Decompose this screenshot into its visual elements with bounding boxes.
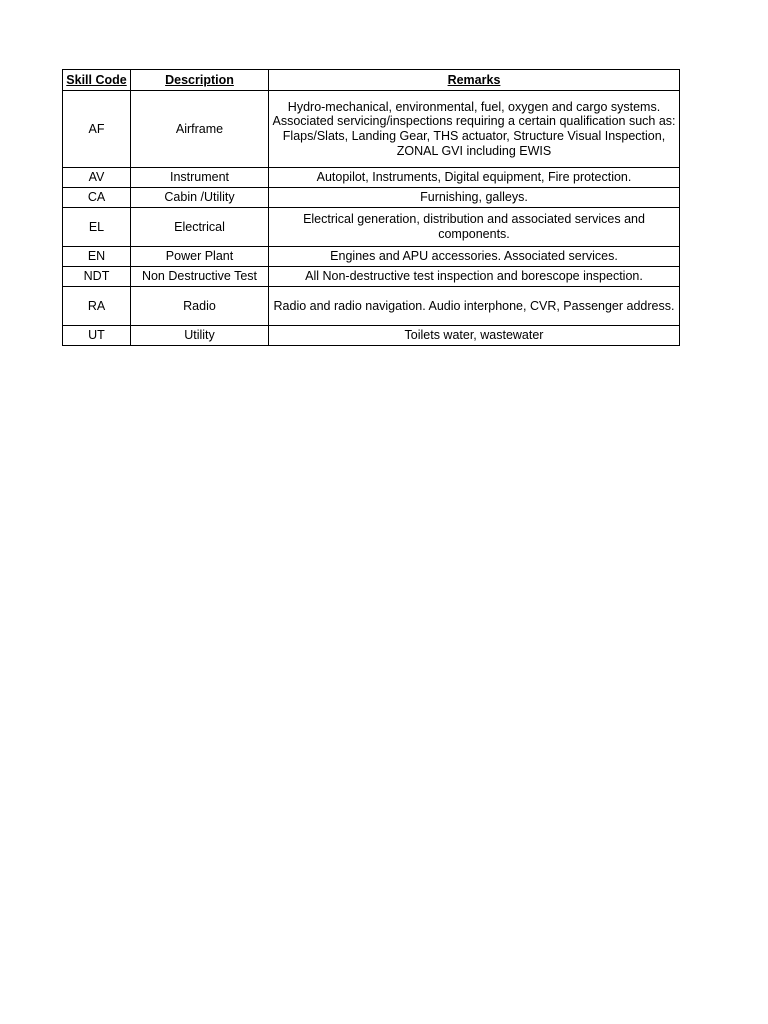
remarks-cell: Toilets water, wastewater [269,326,680,346]
skill-code-cell: UT [63,326,131,346]
description-cell: Airframe [131,91,269,168]
description-cell: Non Destructive Test [131,267,269,287]
table-row [63,168,680,188]
skill-code-cell: NDT [63,267,131,287]
description-cell: Instrument [131,168,269,188]
table-row [63,188,680,208]
skill-code-table [62,69,680,346]
skill-code-cell: EN [63,247,131,267]
table-row [63,208,680,247]
table-row [63,287,680,326]
table-row [63,326,680,346]
header-skill-code: Skill Code [63,70,131,91]
remarks-cell: Autopilot, Instruments, Digital equipment, Fire protection. [269,168,680,188]
skill-code-cell: RA [63,287,131,326]
description-cell: Electrical [131,208,269,247]
description-cell: Radio [131,287,269,326]
header-description: Description [131,70,269,91]
remarks-cell: Engines and APU accessories. Associated services. [269,247,680,267]
table-row [63,247,680,267]
remarks-cell: Electrical generation, distribution and associated services and components. [269,208,680,247]
skill-code-cell: CA [63,188,131,208]
table-row [63,267,680,287]
remarks-cell: Hydro-mechanical, environmental, fuel, oxygen and cargo systems. Associated servicing/inspections requiring a certain qualification such as: Flaps/Slats, Landing Gear, THS actuator, Structure Visual Inspection, ZONAL GVI including EWIS [269,91,680,168]
table-header-row [63,70,680,91]
skill-code-cell: AF [63,91,131,168]
remarks-cell: Furnishing, galleys. [269,188,680,208]
description-cell: Cabin /Utility [131,188,269,208]
remarks-cell: Radio and radio navigation. Audio interphone, CVR, Passenger address. [269,287,680,326]
description-cell: Utility [131,326,269,346]
header-remarks: Remarks [269,70,680,91]
table-row [63,91,680,168]
description-cell: Power Plant [131,247,269,267]
remarks-cell: All Non-destructive test inspection and borescope inspection. [269,267,680,287]
skill-code-cell: EL [63,208,131,247]
skill-code-cell: AV [63,168,131,188]
